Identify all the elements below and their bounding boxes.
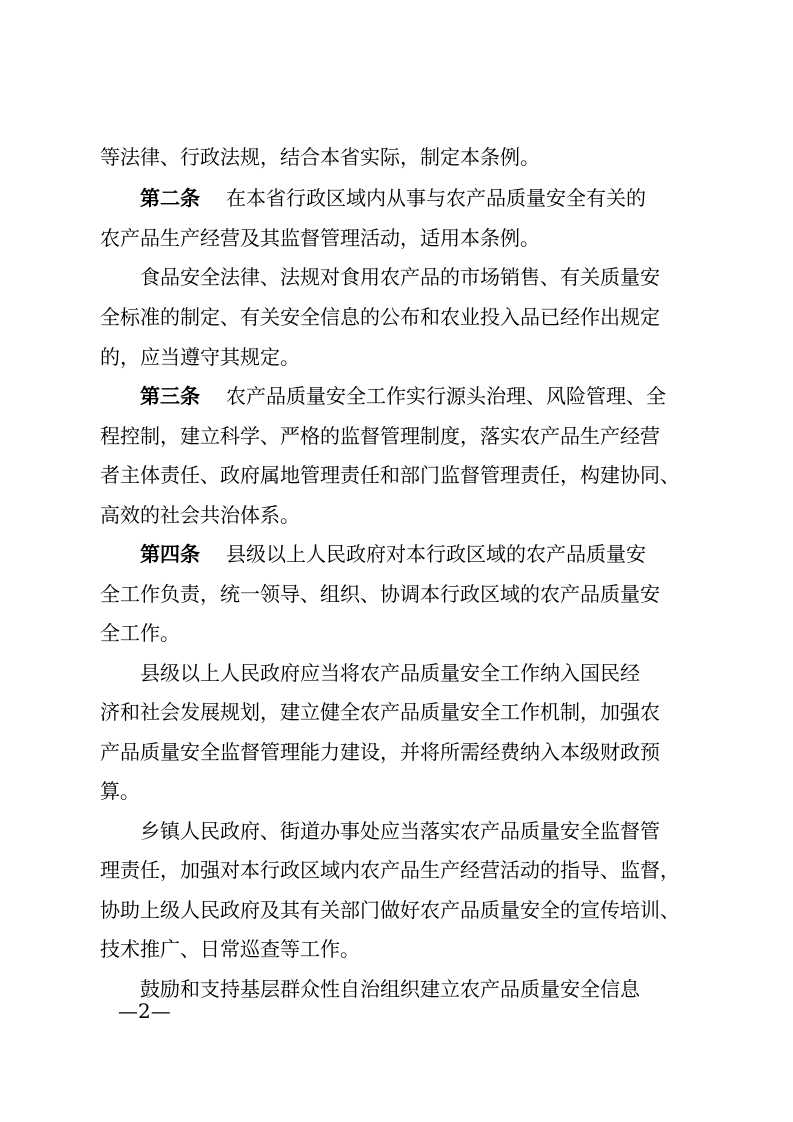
text: 农产品生产经营及其监督管理活动，适用本条例。: [100, 226, 540, 250]
text-line: [0, 342, 793, 372]
text: 算。: [100, 779, 140, 803]
text-line: [0, 855, 793, 885]
article-2-line: [0, 183, 793, 213]
text: 农产品质量安全工作实行源头治理、风险管理、全: [226, 384, 666, 408]
text-line: [0, 460, 793, 490]
article-3-line: [0, 381, 793, 411]
text-line: [0, 262, 793, 292]
text: 全工作负责，统一领导、组织、协调本行政区域的农产品质量安: [100, 582, 660, 606]
text: 理责任，加强对本行政区域内农产品生产经营活动的指导、监督，: [100, 858, 680, 882]
text-line: [0, 816, 793, 846]
text-line: [0, 776, 793, 806]
text: 在本省行政区域内从事与农产品质量安全有关的: [226, 186, 646, 210]
text: 鼓励和支持基层群众性自治组织建立农产品质量安全信息: [140, 977, 640, 1001]
text-line: [0, 500, 793, 530]
text: 县级以上人民政府应当将农产品质量安全工作纳入国民经: [140, 661, 640, 685]
text: 全工作。: [100, 621, 180, 645]
article-heading: 第二条: [140, 186, 200, 210]
text-line: [0, 658, 793, 688]
text: 程控制，建立科学、严格的监督管理制度，落实农产品生产经营: [100, 424, 660, 448]
text-line: [0, 579, 793, 609]
text: 食品安全法律、法规对食用农产品的市场销售、有关质量安: [140, 265, 660, 289]
text-line: [0, 302, 793, 332]
article-heading: 第三条: [140, 384, 200, 408]
text: 技术推广、日常巡查等工作。: [100, 937, 360, 961]
text: 等法律、行政法规，结合本省实际，制定本条例。: [100, 145, 540, 169]
text: 者主体责任、政府属地管理责任和部门监督管理责任，构建协同、: [100, 463, 680, 487]
text-line: [0, 223, 793, 253]
text: 全标准的制定、有关安全信息的公布和农业投入品已经作出规定: [100, 305, 660, 329]
text: 济和社会发展规划，建立健全农产品质量安全工作机制，加强农: [100, 700, 660, 724]
text-line: [0, 697, 793, 727]
text: 高效的社会共治体系。: [100, 503, 300, 527]
text-line: [0, 934, 793, 964]
article-heading: 第四条: [140, 542, 200, 566]
text-line: [0, 895, 793, 925]
text-line: [0, 737, 793, 767]
text: 产品质量安全监督管理能力建设，并将所需经费纳入本级财政预: [100, 740, 660, 764]
text: 的，应当遵守其规定。: [100, 345, 300, 369]
page-number: —2—: [118, 999, 171, 1023]
text: 县级以上人民政府对本行政区域的农产品质量安: [226, 542, 646, 566]
text: 乡镇人民政府、街道办事处应当落实农产品质量安全监督管: [140, 819, 660, 843]
text-line: [0, 142, 793, 172]
text: 协助上级人民政府及其有关部门做好农产品质量安全的宣传培训、: [100, 898, 680, 922]
text-line: [0, 618, 793, 648]
article-4-line: [0, 539, 793, 569]
text-line: [0, 421, 793, 451]
